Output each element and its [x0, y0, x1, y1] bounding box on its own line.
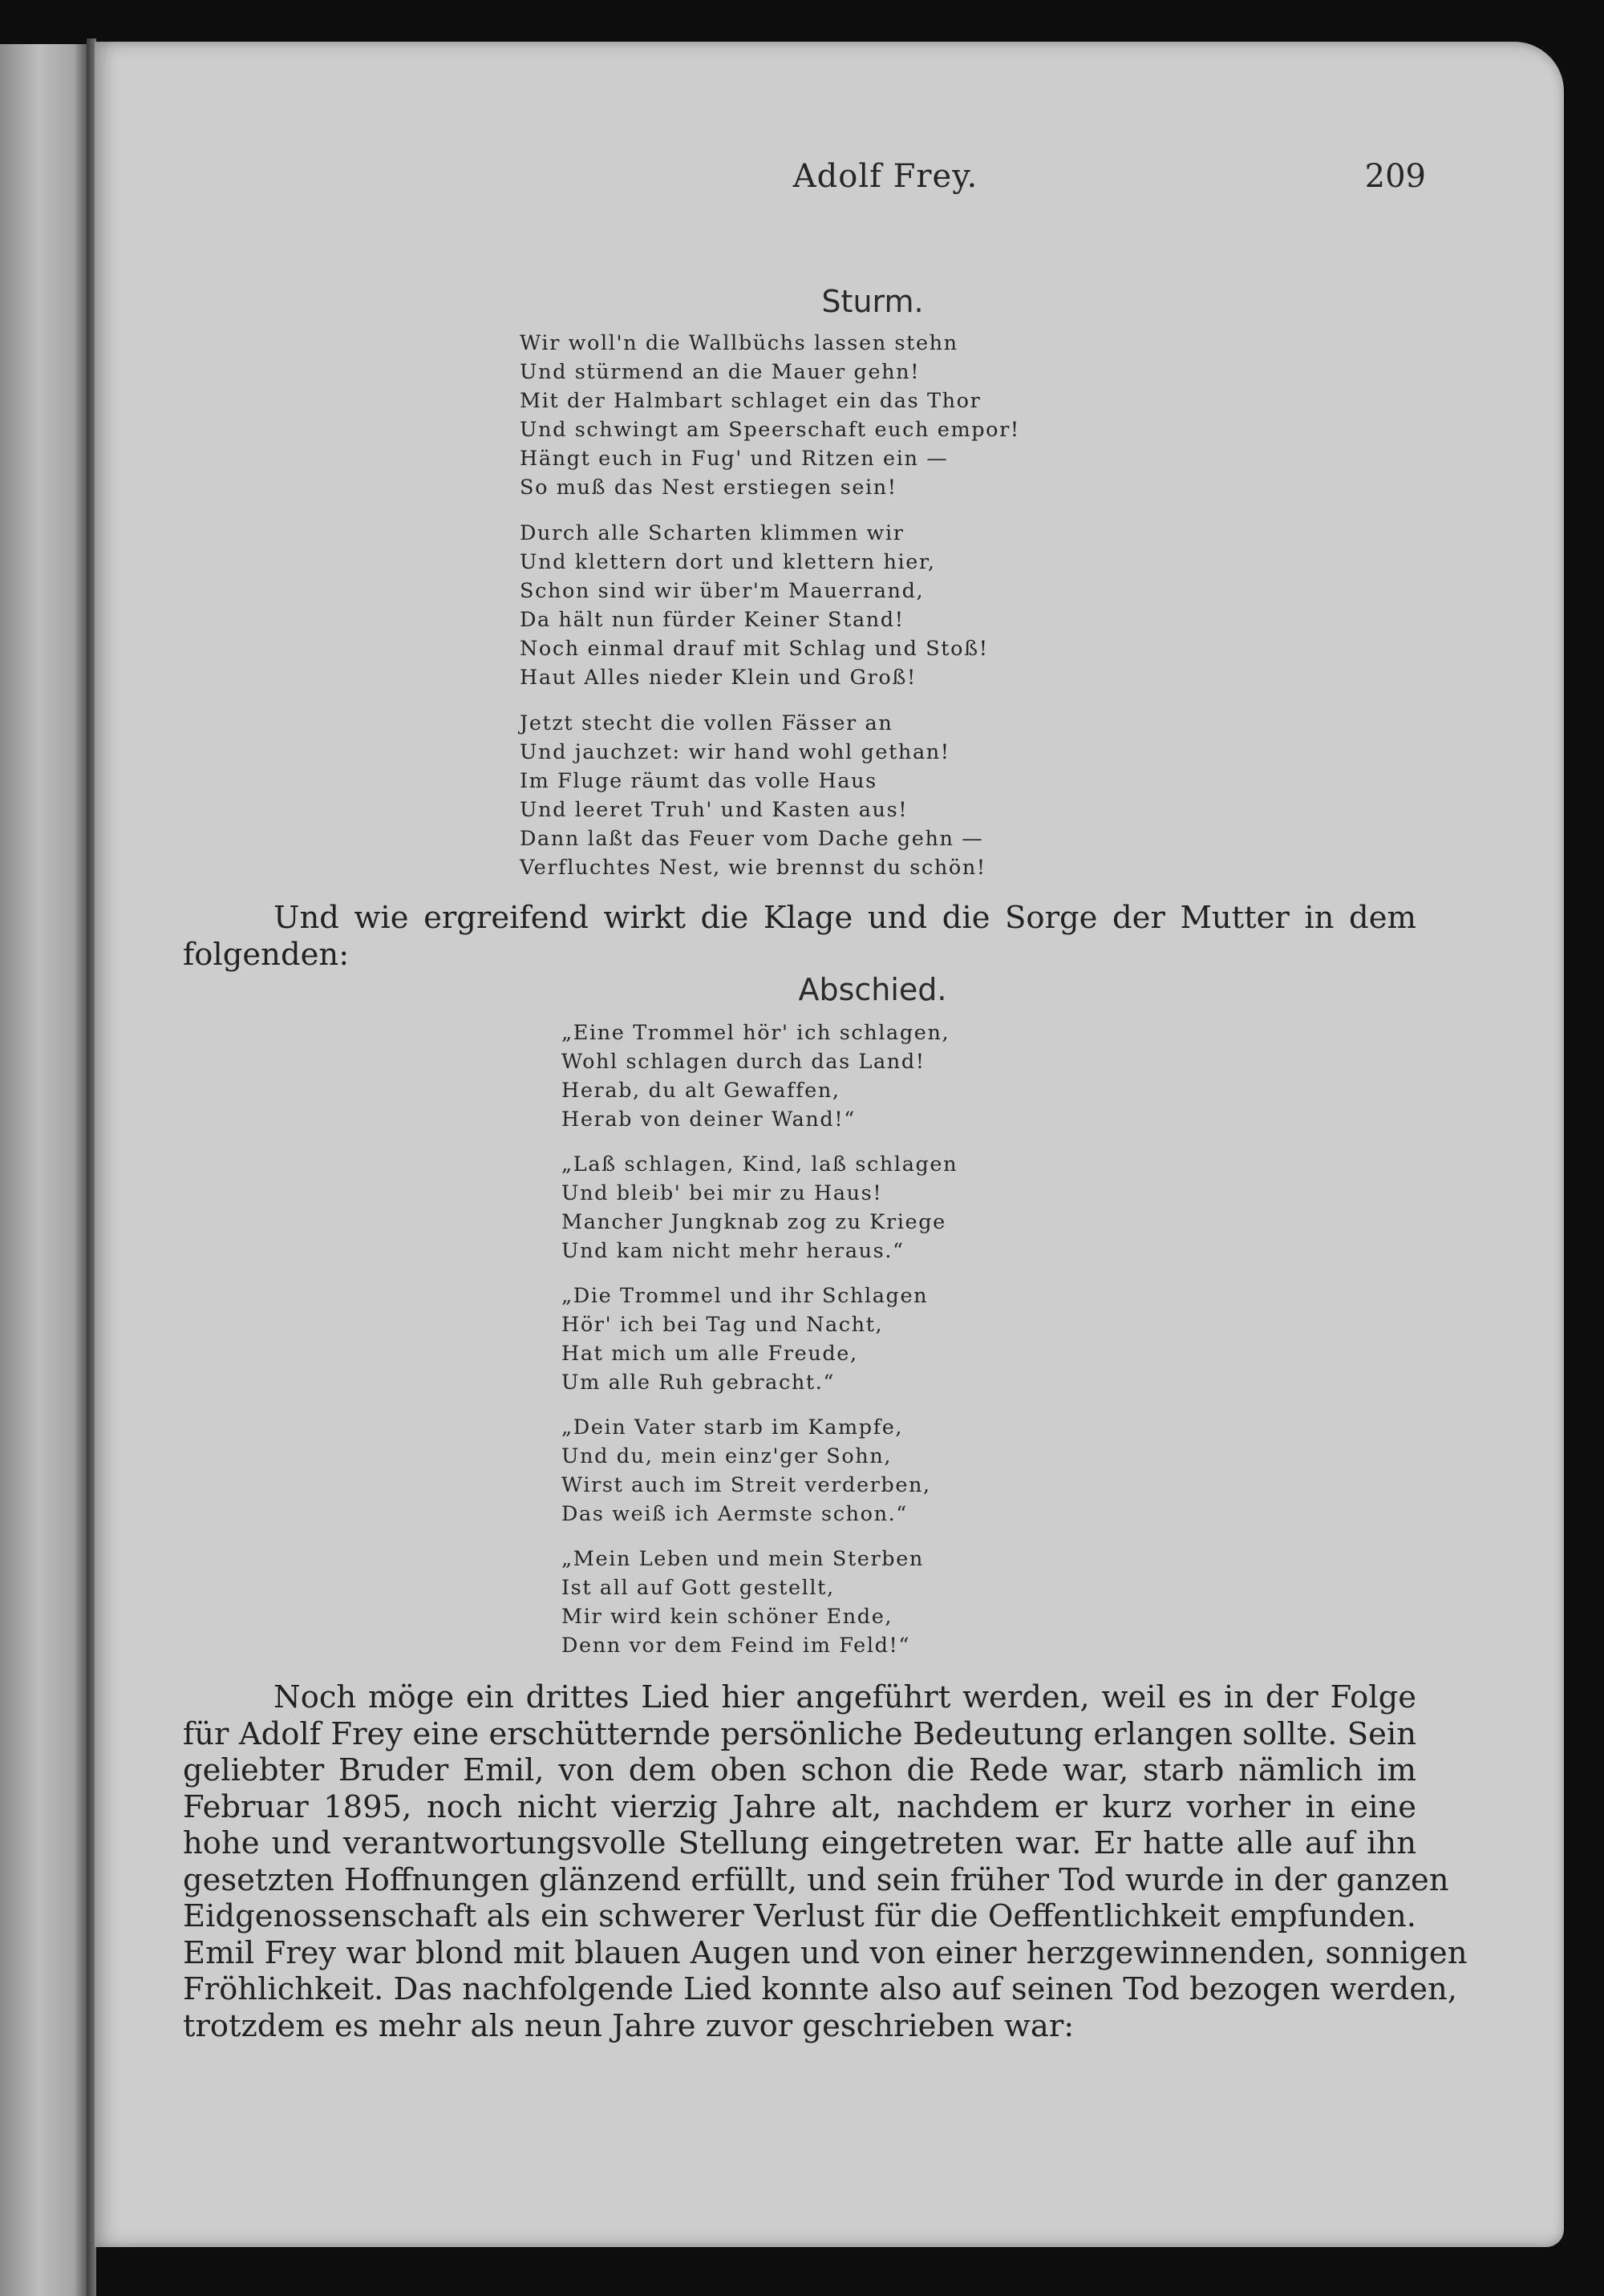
paragraph-line: für Adolf Frey eine erschütternde persönliche Bedeutung erlangen sollte. Sein	[183, 1715, 1416, 1752]
paragraph-line: geliebter Bruder Emil, von dem oben schon die Rede war, starb nämlich im	[183, 1752, 1416, 1788]
verse-line: Hängt euch in Fug' und Ritzen ein —	[520, 447, 949, 471]
verse-line: Und stürmend an die Mauer gehn!	[520, 360, 921, 384]
verse-line: „Laß schlagen, Kind, laß schlagen	[561, 1152, 958, 1176]
verse-line: Schon sind wir über'm Mauerrand,	[520, 579, 925, 603]
verse-line: Im Fluge räumt das volle Haus	[520, 769, 877, 793]
verse-line: Hat mich um alle Freude,	[561, 1342, 858, 1366]
verse-line: „Mein Leben und mein Sterben	[561, 1547, 924, 1571]
sturm-stanza-3	[520, 709, 986, 882]
verse-line: Noch einmal drauf mit Schlag und Stoß!	[520, 637, 989, 661]
abschied-stanza-1	[561, 1018, 950, 1134]
verse-line: Ist all auf Gott gestellt,	[561, 1576, 835, 1600]
verse-line: Und jauchzet: wir hand wohl gethan!	[520, 740, 950, 764]
verse-line: Dann laßt das Feuer vom Dache gehn —	[520, 827, 984, 851]
verse-line: Und schwingt am Speerschaft euch empor!	[520, 418, 1020, 442]
verse-line: So muß das Nest erstiegen sein!	[520, 476, 897, 500]
sturm-stanza-1	[520, 329, 1020, 502]
verse-line: Um alle Ruh gebracht.“	[561, 1371, 836, 1395]
verse-line: Das weiß ich Aermste schon.“	[561, 1502, 908, 1526]
poem-title-abschied: Abschied.	[798, 972, 947, 1007]
abschied-stanza-3	[561, 1282, 928, 1397]
paragraph-line: Fröhlichkeit. Das nachfolgende Lied konnte also auf seinen Tod bezogen werden,	[183, 1971, 1458, 2007]
paragraph-line: Noch möge ein drittes Lied hier angeführt werden, weil es in der Folge	[273, 1679, 1416, 1715]
verse-line: Und du, mein einz'ger Sohn,	[561, 1444, 893, 1468]
verse-line: Wirst auch im Streit verderben,	[561, 1473, 931, 1497]
paragraph-line: Und wie ergreifend wirkt die Klage und die Sorge der Mutter in dem	[273, 900, 1416, 936]
closing-paragraph	[183, 1679, 1468, 2044]
abschied-stanza-5	[561, 1545, 924, 1660]
page-number: 209	[1364, 158, 1426, 195]
verse-line: Herab von deiner Wand!“	[561, 1108, 856, 1132]
verse-line: Mit der Halmbart schlaget ein das Thor	[520, 389, 982, 413]
verse-line: „Eine Trommel hör' ich schlagen,	[561, 1021, 950, 1045]
verse-line: Verfluchtes Nest, wie brennst du schön!	[520, 856, 986, 880]
verse-line: „Dein Vater starb im Kampfe,	[561, 1415, 904, 1440]
running-head: Adolf Frey.	[792, 158, 978, 195]
paragraph-line: trotzdem es mehr als neun Jahre zuvor geschrieben war:	[183, 2007, 1075, 2044]
paragraph-line: Februar 1895, noch nicht vierzig Jahre alt, nachdem er kurz vorher in eine	[183, 1788, 1416, 1825]
verse-line: Da hält nun fürder Keiner Stand!	[520, 608, 905, 632]
transition-paragraph	[183, 900, 1416, 973]
verse-line: Jetzt stecht die vollen Fässer an	[520, 711, 893, 735]
poem-title-sturm: Sturm.	[821, 284, 924, 319]
verse-line: Denn vor dem Feind im Feld!“	[561, 1634, 911, 1658]
verse-line: Und klettern dort und klettern hier,	[520, 550, 936, 574]
sturm-stanza-2	[520, 519, 989, 692]
verse-line: Herab, du alt Gewaffen,	[561, 1079, 840, 1103]
paragraph-line: Eidgenossenschaft als ein schwerer Verlust für die Oeffentlichkeit empfunden.	[183, 1898, 1416, 1934]
verse-line: Hör' ich bei Tag und Nacht,	[561, 1313, 884, 1337]
verse-line: Haut Alles nieder Klein und Groß!	[520, 666, 917, 690]
paragraph-line: folgenden:	[183, 936, 350, 973]
verse-line: Mir wird kein schöner Ende,	[561, 1605, 893, 1629]
verse-line: Wir woll'n die Wallbüchs lassen stehn	[520, 331, 958, 355]
previous-page-edge	[0, 44, 87, 2296]
verse-line: Wohl schlagen durch das Land!	[561, 1050, 926, 1074]
verse-line: Durch alle Scharten klimmen wir	[520, 521, 905, 545]
paragraph-line: hohe und verantwortungsvolle Stellung eingetreten war. Er hatte alle auf ihn	[183, 1825, 1416, 1861]
verse-line: Und bleib' bei mir zu Haus!	[561, 1181, 883, 1205]
verse-line: „Die Trommel und ihr Schlagen	[561, 1284, 929, 1308]
abschied-stanza-2	[561, 1150, 958, 1265]
book-page	[95, 42, 1564, 2247]
abschied-stanza-4	[561, 1413, 931, 1529]
paragraph-line: Emil Frey war blond mit blauen Augen und von einer herzgewinnenden, sonnigen	[183, 1934, 1468, 1971]
verse-line: Mancher Jungknab zog zu Kriege	[561, 1210, 946, 1234]
paragraph-line: gesetzten Hoffnungen glänzend erfüllt, und sein früher Tod wurde in der ganzen	[183, 1861, 1449, 1898]
verse-line: Und leeret Truh' und Kasten aus!	[520, 798, 909, 822]
verse-line: Und kam nicht mehr heraus.“	[561, 1239, 905, 1263]
